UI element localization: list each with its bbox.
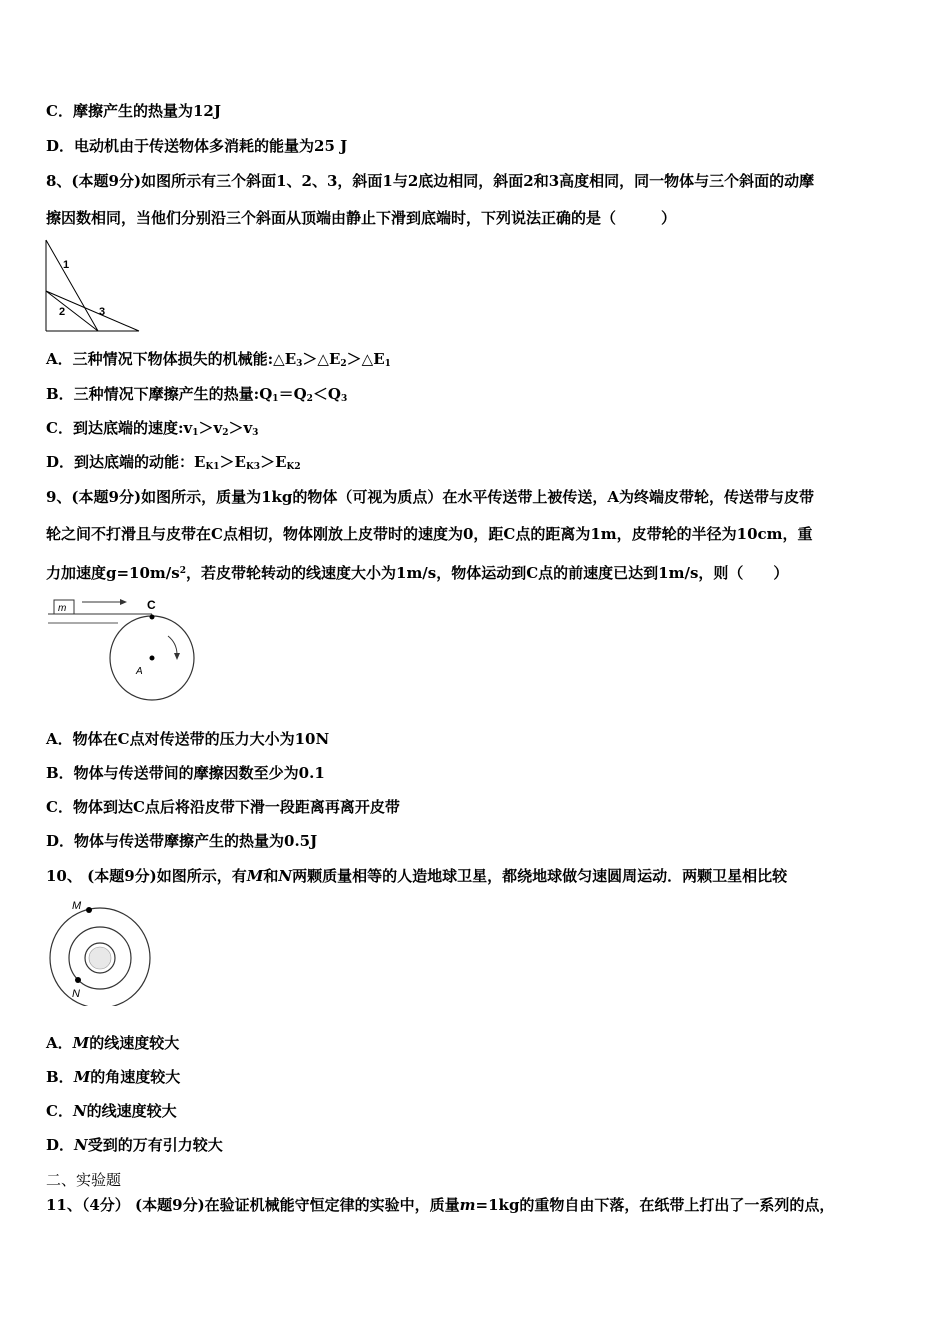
q8-stem-line2: 擦因数相同，当他们分别沿三个斜面从顶端由静止下滑到底端时，下列说法正确的是（ ） xyxy=(46,209,677,227)
q10-option-a: A．M的线速度较大 xyxy=(46,1034,180,1052)
q9-option-c: C．物体到达C点后将沿皮带下滑一段距离再离开皮带 xyxy=(46,798,400,816)
q7-option-c: C．摩擦产生的热量为12J xyxy=(46,102,221,120)
q9-conveyor-figure xyxy=(44,592,204,710)
q8-stem-line1: 8、(本题9分)如图所示有三个斜面1、2、3，斜面1与2底边相同，斜面2和3高度相同，同一物体与三个斜面的动摩 xyxy=(46,172,815,190)
q8-option-a: A．三种情况下物体损失的机械能$:\triangle E_3>\triangle E_2>\triangle E_1$ xyxy=(46,350,391,369)
q8-incline-1 xyxy=(46,240,98,331)
q8-option-c: C．到达底端的速度$:v_1>v_2>v_3$ xyxy=(46,419,259,438)
q10-satellite-n xyxy=(75,977,81,983)
q9-arrowhead xyxy=(120,599,127,605)
q10-earth-surface xyxy=(89,947,111,969)
q10-option-b: B．M的角速度较大 xyxy=(46,1068,181,1086)
q11-stem: 11、（4分） (本题9分)在验证机械能守恒定律的实验中，质量m=1kg的重物自由下落，在纸带上打出了一系列的点， xyxy=(46,1196,835,1214)
q8-inclines-figure xyxy=(42,236,146,336)
q9-stem-line3: 力加速度$g=10m/s^2$，若皮带轮转动的线速度大小为1m/s，物体运动到C点的前速度已达到1m/s，则（ ） xyxy=(46,564,789,582)
section-2-heading: 二、实验题 xyxy=(46,1171,122,1189)
q9-stem-line1: 9、(本题9分)如图所示，质量为1kg的物体（可视为质点）在水平传送带上被传送，A为终端皮带轮，传送带与皮带 xyxy=(46,488,815,506)
q9-rotation-arrowhead xyxy=(174,653,180,660)
q9-stem-line2: 轮之间不打滑且与皮带在C点相切，物体刚放上皮带时的速度为0，距C点的距离为1m，皮带轮的半径为10cm，重 xyxy=(46,525,813,543)
q9-block-label: m xyxy=(58,603,67,614)
q8-incline-2 xyxy=(46,291,98,331)
q10-stem: 10、 (本题9分)如图所示，有M和N两颗质量相等的人造地球卫星，都绕地球做匀速圆周运动．两颗卫星相比较 xyxy=(46,867,788,885)
q10-orbits-figure xyxy=(44,898,159,1006)
q9-pulley-label: A xyxy=(136,666,143,677)
q9-option-a: A．物体在C点对传送带的压力大小为10N xyxy=(46,730,330,748)
q8-label-1: 1 xyxy=(63,259,70,271)
q9-pulley-center xyxy=(150,656,155,661)
q9-point-c xyxy=(150,615,155,620)
q8-label-3: 3 xyxy=(99,306,106,318)
q10-option-d: D．N受到的万有引力较大 xyxy=(46,1136,223,1154)
q8-label-2: 2 xyxy=(59,306,66,318)
q10-label-m: M xyxy=(72,900,82,912)
q9-option-d: D．物体与传送带摩擦产生的热量为0.5J xyxy=(46,832,318,850)
q8-option-d: D．到达底端的动能：$E_{K1}>E_{K3}>E_{K2}$ xyxy=(46,453,301,472)
q9-point-c-label: C xyxy=(147,598,156,612)
q8-option-b: B．三种情况下摩擦产生的热量$:Q_1=Q_2<Q_3$ xyxy=(46,385,348,404)
q10-label-n: N xyxy=(72,988,80,1000)
q9-rotation-arc xyxy=(168,636,177,654)
q10-option-c: C．N的线速度较大 xyxy=(46,1102,177,1120)
q7-option-d: D．电动机由于传送物体多消耗的能量为25 J xyxy=(46,137,348,155)
q9-option-b: B．物体与传送带间的摩擦因数至少为0.1 xyxy=(46,764,325,782)
q10-satellite-m xyxy=(86,907,92,913)
